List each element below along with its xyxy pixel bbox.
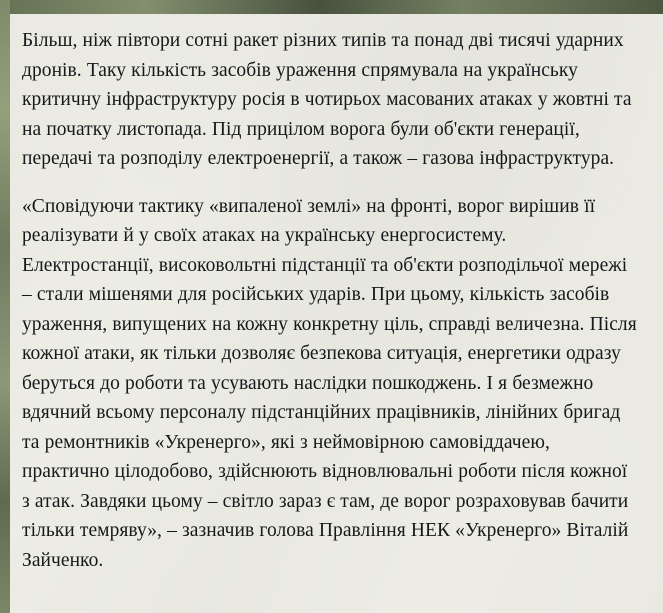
paragraph-1: Більш, ніж півтори сотні ракет різних типів та понад дві тисячі ударних дронів. Таку кількість засобів ураження спрямувала на українську критичну інфраструктуру росія в чотирьох масованих атаках у жовтні та на початку листопада. Під прицілом ворога були об'єкти генерації, передачі та розподілу електроенергії, а також – газова інфраструктура.: [22, 30, 632, 169]
top-decorative-band: [0, 0, 663, 14]
paragraph-2: «Сповідуючи тактику «випаленої землі» на фронті, ворог вирішив її реалізувати й у своїх атаках на українську енергосистему. Електростанції, високовольтні підстанції та об'єкти розподільчої мережі – стали мішенями для російських ударів. При цьому, кількість засобів ураження, випущених на кожну конкретну ціль, справді величезна. Після кожної атаки, як тільки дозволяє безпекова ситуація, енергетики одразу беруться до роботи та усувають наслідки пошкоджень. І я безмежно вдячний всьому персоналу підстанційних працівників, лінійних бригад та ремонтників «Укренерго», які з неймовірною самовіддачею, практично цілодобово, здійснюють відновлювальні роботи після кожної з атак. Завдяки цьому – світло зараз є там, де ворог розраховував бачити тільки темряву», – зазначив голова Правління НЕК «Укренерго» Віталій Зайченко.: [22, 195, 637, 571]
article-body: [0, 14, 663, 613]
